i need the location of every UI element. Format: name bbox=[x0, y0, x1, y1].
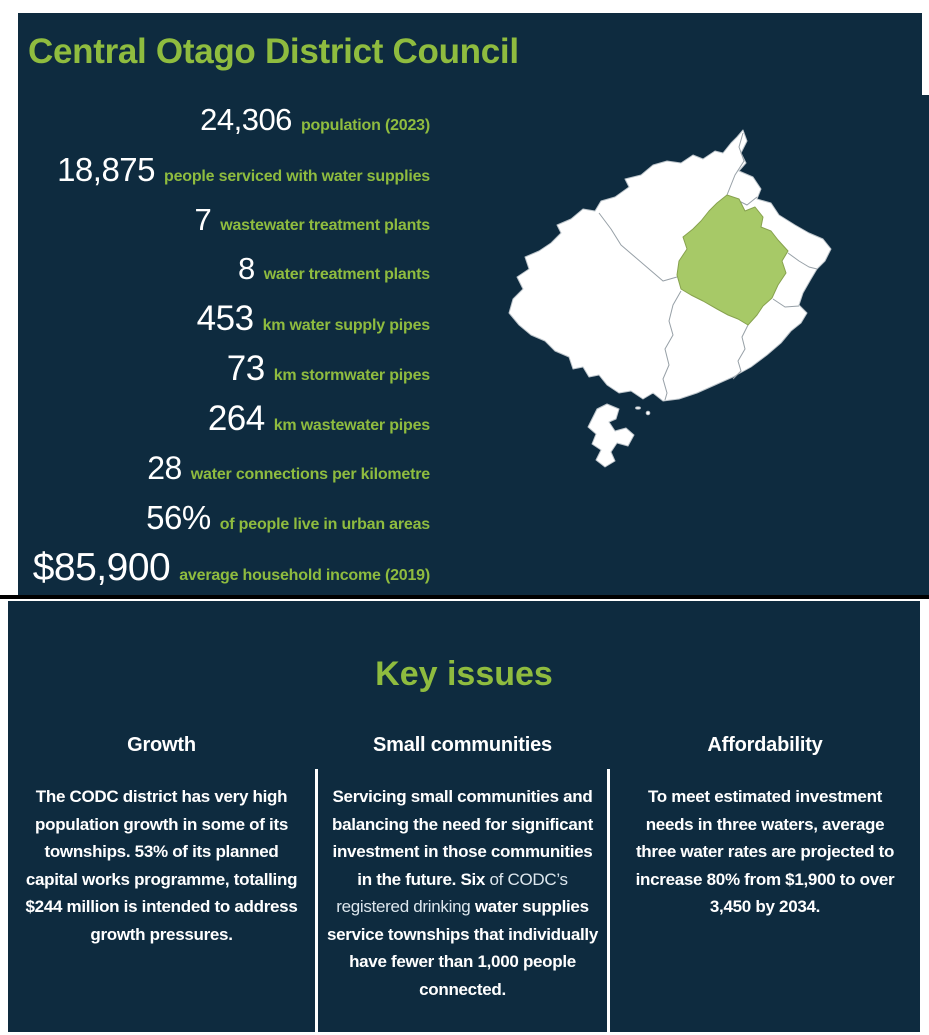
stat-value: 7 bbox=[194, 201, 212, 237]
key-issues-panel bbox=[8, 601, 920, 1032]
stat-value: 73 bbox=[226, 348, 265, 388]
stat-value: 24,306 bbox=[200, 102, 292, 137]
text-segment: of CODC’s registered drinking bbox=[336, 869, 568, 917]
stat-value: 18,875 bbox=[57, 150, 156, 188]
stat-value: 28 bbox=[147, 449, 182, 486]
text-segment: Servicing small communities and balancing the need for significant investment in those communities in the future. Six bbox=[332, 787, 593, 889]
stat-label: km stormwater pipes bbox=[273, 366, 430, 384]
stat-label: km wastewater pipes bbox=[273, 416, 430, 434]
issue-heading-growth: Growth bbox=[127, 734, 196, 756]
stat-label: people serviced with water supplies bbox=[164, 167, 430, 185]
panel-separator bbox=[0, 595, 929, 599]
small-islet bbox=[636, 407, 641, 409]
stat-row-population bbox=[18, 95, 430, 145]
stat-value: 453 bbox=[196, 299, 254, 339]
stat-label: water treatment plants bbox=[263, 266, 430, 284]
issue-small-communities-text bbox=[324, 783, 601, 1003]
top-right-notch bbox=[922, 13, 929, 95]
stat-value: 8 bbox=[237, 251, 255, 287]
stat-value: $85,900 bbox=[32, 546, 171, 590]
stats-list bbox=[18, 95, 430, 593]
district-overview-panel bbox=[18, 13, 929, 595]
key-issues-headings bbox=[8, 734, 920, 757]
stat-label: water connections per kilometre bbox=[190, 465, 430, 483]
stewart-island-shape bbox=[588, 404, 634, 467]
stat-label: population (2023) bbox=[300, 117, 430, 134]
stat-row-water-plants bbox=[18, 244, 430, 294]
stat-label: average household income (2019) bbox=[179, 567, 430, 585]
issue-growth-body bbox=[8, 769, 315, 1032]
stat-row-wastewater-pipes bbox=[18, 394, 430, 444]
stat-row-connections-per-km bbox=[18, 444, 430, 494]
issue-heading-affordability: Affordability bbox=[707, 734, 823, 756]
issue-heading-small-communities: Small communities bbox=[373, 734, 552, 756]
key-issues-title: Key issues bbox=[375, 655, 553, 693]
issue-affordability-body bbox=[610, 769, 920, 1032]
stat-row-urban-percentage bbox=[18, 493, 430, 543]
stat-row-stormwater-pipes bbox=[18, 344, 430, 394]
key-issues-columns bbox=[8, 769, 920, 1032]
district-map bbox=[495, 103, 929, 498]
stat-label: of people live in urban areas bbox=[219, 516, 430, 534]
stat-row-household-income bbox=[18, 543, 430, 593]
stat-value: 264 bbox=[207, 398, 265, 438]
text-segment: water supplies service townships that individually have fewer than 1,000 people connected. bbox=[326, 897, 598, 999]
issue-growth-text: The CODC district has very high population growth in some of its townships. 53% of its planned capital works programme, totalling $244 million is intended to address growth pressures. bbox=[25, 787, 298, 944]
issue-affordability-text: To meet estimated investment needs in three waters, average three water rates are projected to increase 80% from $1,900 to over 3,450 by 2034. bbox=[635, 787, 895, 917]
stat-label: km water supply pipes bbox=[262, 317, 430, 335]
stat-row-water-serviced bbox=[18, 145, 430, 195]
stat-row-water-pipes bbox=[18, 294, 430, 344]
page-title: Central Otago District Council bbox=[28, 32, 519, 71]
stat-value: 56% bbox=[146, 499, 211, 537]
small-islet bbox=[646, 411, 650, 415]
stat-row-wastewater-plants bbox=[18, 195, 430, 245]
stat-label: wastewater treatment plants bbox=[220, 216, 430, 234]
issue-small-communities-body bbox=[315, 769, 610, 1032]
